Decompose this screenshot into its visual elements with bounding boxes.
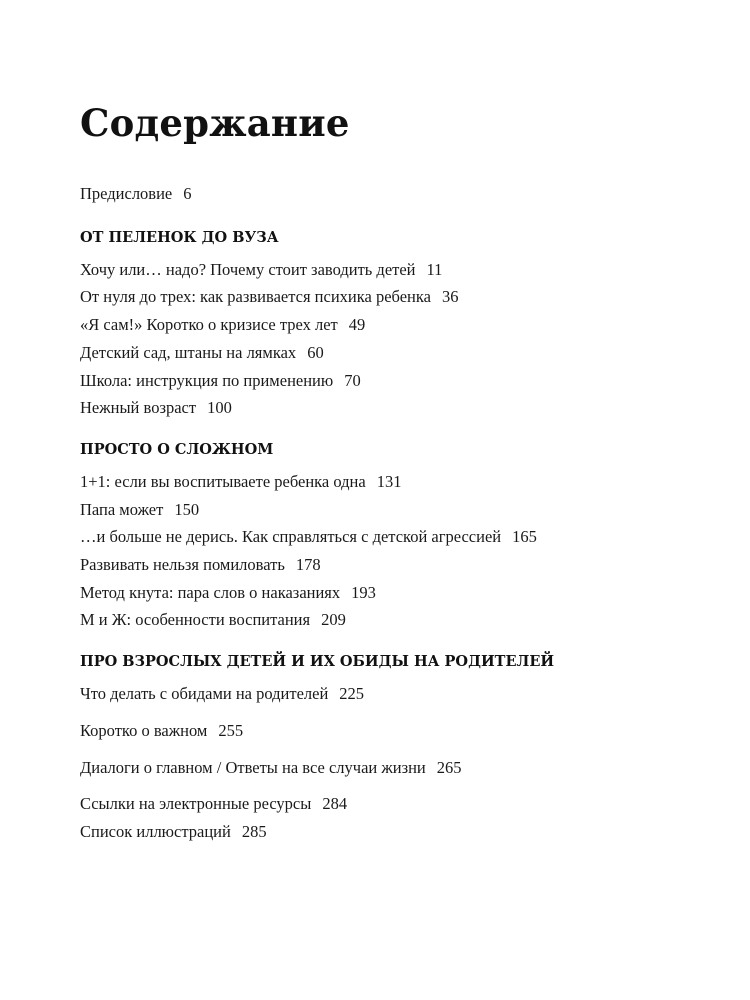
- toc-entry-label: Метод кнута: пара слов о наказаниях: [80, 582, 341, 602]
- toc-entry-page: 100: [207, 398, 232, 418]
- toc-entry-page: 265: [436, 757, 462, 777]
- toc-entry-label: М и Ж: особенности воспитания: [80, 610, 311, 630]
- toc-entry-page: 284: [322, 794, 348, 814]
- toc-entry[interactable]: [80, 468, 720, 496]
- toc-entry[interactable]: [80, 394, 720, 422]
- toc-entry-page: 6: [183, 184, 192, 203]
- toc-entry[interactable]: [80, 754, 720, 782]
- toc-entry[interactable]: [80, 818, 720, 846]
- toc-entry[interactable]: [80, 311, 720, 339]
- toc-entry-label: Список иллюстраций: [80, 821, 231, 841]
- section-heading: ОТ ПЕЛЕНОК ДО ВУЗА: [80, 228, 279, 246]
- toc-entry[interactable]: [80, 606, 720, 634]
- toc-entry-label: Развивать нельзя помиловать: [80, 555, 285, 575]
- toc-entry-label: Что делать с обидами на родителей: [80, 684, 329, 704]
- toc-entry-label: Предисловие: [80, 184, 173, 203]
- toc-entry-page: 36: [441, 287, 459, 307]
- toc-entry-page: 70: [344, 370, 361, 390]
- table-of-contents: [80, 98, 720, 846]
- toc-entry-page: 165: [512, 527, 537, 547]
- toc-entry-label: Папа может: [80, 499, 164, 519]
- toc-entry[interactable]: [80, 283, 720, 311]
- toc-entry-page: 255: [218, 720, 244, 740]
- toc-entry-label: Коротко о важном: [80, 720, 208, 740]
- toc-entry-page: 285: [241, 821, 267, 841]
- toc-entry-page: 193: [351, 582, 376, 602]
- toc-entry-page: 131: [376, 471, 402, 491]
- toc-entry[interactable]: [80, 717, 720, 745]
- toc-entry-page: 178: [295, 555, 321, 575]
- toc-entry-page: 209: [321, 610, 346, 630]
- toc-entry[interactable]: [80, 790, 720, 818]
- toc-entry-page: 60: [307, 342, 324, 362]
- toc-entry-label: Диалоги о главном / Ответы на все случаи жизни: [80, 757, 426, 777]
- toc-entry[interactable]: [80, 339, 720, 367]
- toc-entry-label: …и больше не дерись. Как справляться с детской агрессией: [80, 527, 502, 547]
- toc-entry-label: Нежный возраст: [80, 398, 197, 418]
- toc-entry-page: 11: [426, 259, 443, 279]
- toc-entry-label: Школа: инструкция по применению: [80, 370, 334, 390]
- toc-entry-page: 225: [339, 684, 365, 704]
- toc-entry-label: «Я сам!» Коротко о кризисе трех лет: [80, 315, 338, 335]
- section-heading: ПРОСТО О СЛОЖНОМ: [80, 440, 274, 458]
- toc-entry-label: Детский сад, штаны на лямках: [80, 342, 297, 362]
- toc-entry[interactable]: [80, 551, 720, 579]
- toc-entry[interactable]: [80, 579, 720, 607]
- toc-entry[interactable]: [80, 680, 720, 708]
- section-heading: ПРО ВЗРОСЛЫХ ДЕТЕЙ И ИХ ОБИДЫ НА РОДИТЕЛЕЙ: [80, 653, 555, 671]
- toc-entry[interactable]: [80, 496, 720, 524]
- toc-entry-page: 150: [174, 499, 200, 519]
- toc-entry[interactable]: [80, 256, 720, 284]
- toc-entry[interactable]: [80, 523, 720, 551]
- toc-entry[interactable]: [80, 367, 720, 395]
- toc-entry-label: Хочу или… надо? Почему стоит заводить детей: [80, 259, 416, 279]
- toc-entry-preface[interactable]: [80, 180, 720, 208]
- toc-entry-label: Ссылки на электронные ресурсы: [80, 794, 312, 814]
- toc-entry-page: 49: [348, 315, 366, 335]
- toc-entry-label: От нуля до трех: как развивается психика ребенка: [80, 287, 431, 307]
- page-title: Содержание: [80, 101, 350, 145]
- toc-entry-label: 1+1: если вы воспитываете ребенка одна: [80, 471, 366, 491]
